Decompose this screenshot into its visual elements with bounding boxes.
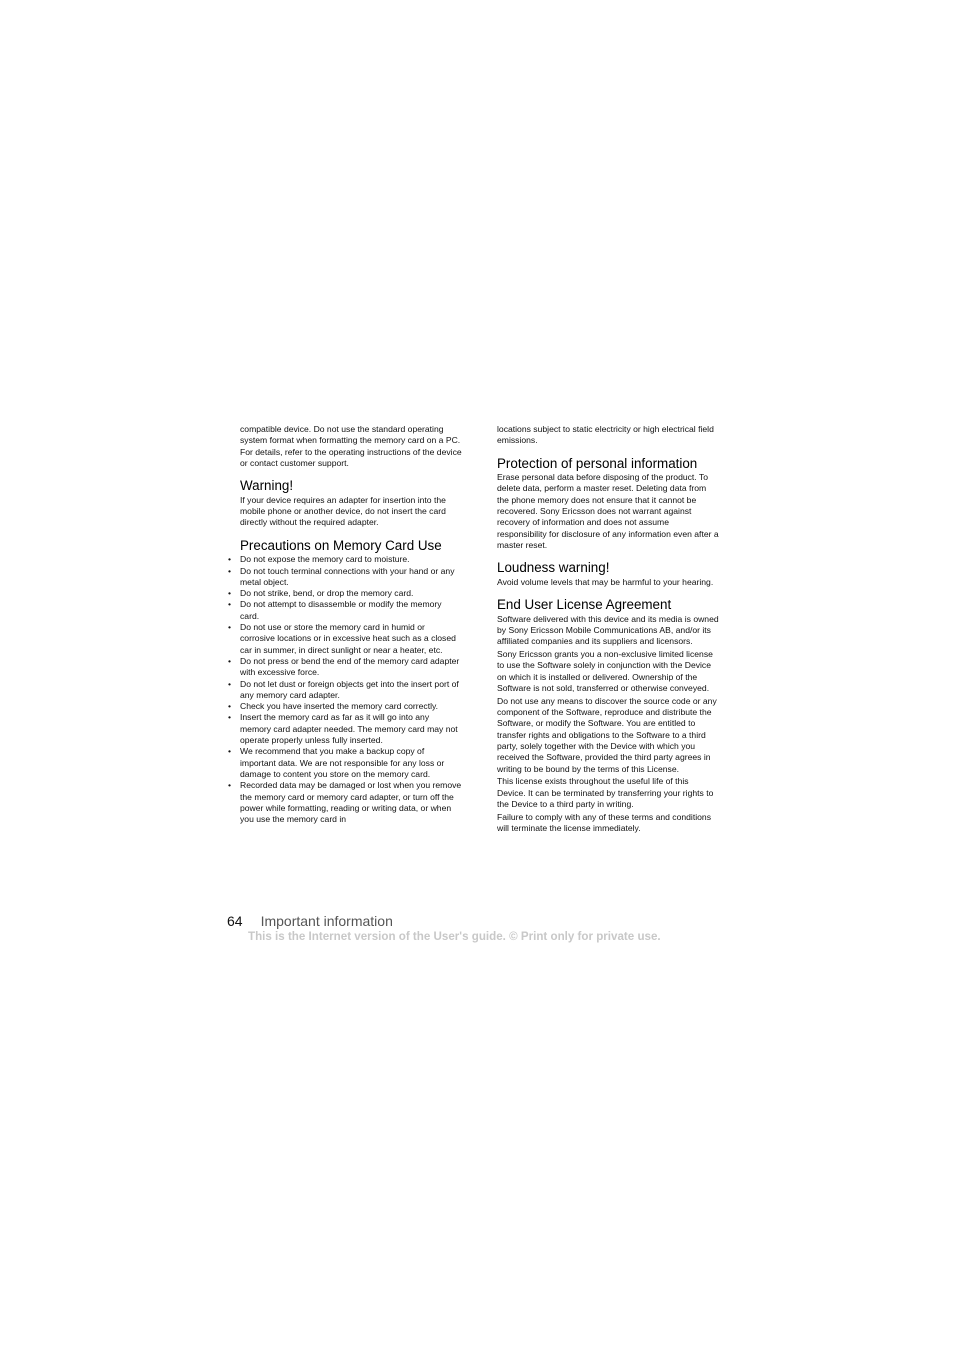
loudness-text: Avoid volume levels that may be harmful to your hearing. <box>497 576 714 587</box>
list-item: • Do not use or store the memory card in humid or corrosive locations or in excessive heat such as a closed car in summer, in direct sunlight or near a heater, etc. <box>240 622 462 656</box>
disclaimer-text: This is the Internet version of the User's guide. © Print only for private use. <box>248 930 661 943</box>
list-item: • Do not press or bend the end of the memory card adapter with excessive force. <box>240 656 462 679</box>
precautions-list <box>240 554 462 825</box>
precautions-heading: Precautions on Memory Card Use <box>240 537 442 553</box>
page-number: 64 <box>227 913 243 929</box>
section-title: Important information <box>260 913 393 929</box>
right-column <box>497 424 719 834</box>
intro-paragraph: compatible device. Do not use the standard operating system format when formatting the memory card on a PC. For details, refer to the operating instructions of the device or contact customer support. <box>240 424 462 468</box>
left-column <box>240 424 462 825</box>
eula-paragraph: Sony Ericsson grants you a non-exclusive limited license to use the Software solely in conjunction with the Device on which it is installed or delivered. Ownership of the Software is not sold, transferred or otherwise conveyed. <box>497 649 713 694</box>
warning-heading: Warning! <box>240 478 294 494</box>
page-footer <box>227 913 393 929</box>
protection-heading: Protection of personal information <box>497 455 698 471</box>
loudness-heading: Loudness warning! <box>497 560 610 576</box>
list-item: • Do not let dust or foreign objects get into the insert port of any memory card adapter. <box>240 679 462 702</box>
list-item: • Recorded data may be damaged or lost when you remove the memory card or memory card adapter, or turn off the power while formatting, reading or writing data, or when you use the memory card in <box>240 780 462 825</box>
eula-paragraph: Failure to comply with any of these terms and conditions will terminate the license immediately. <box>497 811 711 834</box>
protection-text: Erase personal data before disposing of the product. To delete data, perform a master reset. Deleting data from the phone memory does not ensure that it cannot be recovered. Sony Ericsson does not warrant against recovery of information and does not assume responsibility for disclosure of any information even after a master reset. <box>497 472 719 550</box>
warning-text: If your device requires an adapter for insertion into the mobile phone or another device, do not insert the card directly without the required adapter. <box>240 494 446 528</box>
continued-paragraph: locations subject to static electricity or high electrical field emissions. <box>497 424 714 446</box>
eula-heading: End User License Agreement <box>497 597 672 613</box>
list-item: • We recommend that you make a backup copy of important data. We are not responsible for any loss or damage to content you store on the memory card. <box>240 746 462 780</box>
eula-paragraph: Software delivered with this device and its media is owned by Sony Ericsson Mobile Communications AB, and/or its affiliated companies and its suppliers and licensors. <box>497 613 719 647</box>
eula-paragraph: Do not use any means to discover the source code or any component of the Software, reproduce and distribute the Software, or modify the Software. You are entitled to transfer rights and obligations to the Software to a third party, solely together with the Device with which you received the Software, provided the third party agrees in writing to be bound by the terms of this License. <box>497 695 717 774</box>
list-item: • Insert the memory card as far as it will go into any memory card adapter needed. The memory card may not operate properly unless fully inserted. <box>240 712 462 746</box>
list-item: • Do not touch terminal connections with your hand or any metal object. <box>240 566 462 589</box>
list-item: • Do not strike, bend, or drop the memory card. <box>240 588 462 599</box>
list-item: • Check you have inserted the memory card correctly. <box>240 701 462 712</box>
list-item: • Do not expose the memory card to moisture. <box>240 554 462 565</box>
list-item: • Do not attempt to disassemble or modify the memory card. <box>240 599 462 622</box>
eula-paragraph: This license exists throughout the useful life of this Device. It can be terminated by transferring your rights to the Device to a third party in writing. <box>497 776 714 809</box>
